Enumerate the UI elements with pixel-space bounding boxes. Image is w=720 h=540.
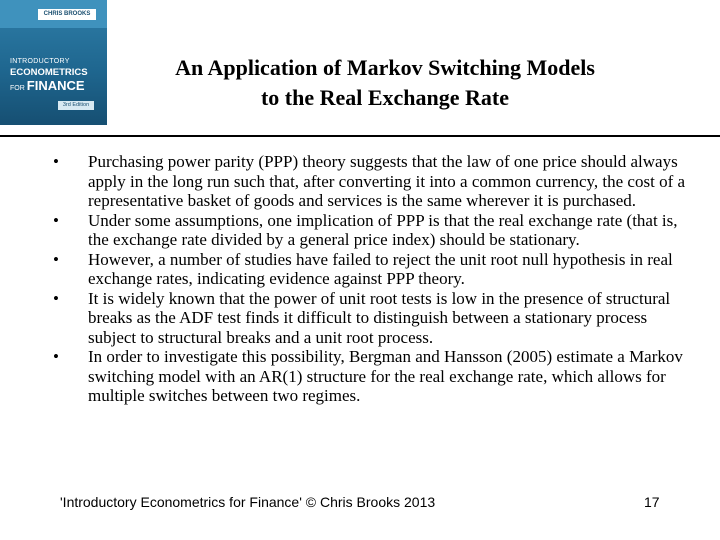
book-cover-image — [0, 0, 107, 125]
title-divider — [0, 135, 720, 137]
bullet-text: It is widely known that the power of unit root tests is low in the presence of structural breaks as the ADF test finds it difficult to distinguish between a stationary process subject to structural breaks and a unit root process. — [88, 288, 671, 347]
bullet-text: Purchasing power parity (PPP) theory suggests that the law of one price should always apply in the long run such that, after converting it into a common currency, the cost of a representative basket of goods and services is the same wherever it is purchased. — [88, 152, 686, 210]
page-number: 17 — [644, 494, 660, 510]
bullet-text: Under some assumptions, one implication of PPP is that the real exchange rate (that is, the exchange rate divided by a general price index) should be stationary. — [88, 210, 678, 249]
slide-title — [120, 53, 650, 113]
book-cover-finance-label: FINANCE — [26, 78, 85, 93]
bullet-marker: • — [53, 152, 59, 171]
bullet-item — [53, 250, 693, 289]
book-cover-title-line3 — [10, 78, 85, 93]
bullet-item — [53, 347, 693, 406]
footer-citation: 'Introductory Econometrics for Finance' © Chris Brooks 2013 — [60, 494, 436, 510]
bullet-marker: • — [53, 249, 59, 269]
bullet-item — [53, 152, 693, 211]
bullet-text: In order to investigate this possibility, Bergman and Hansson (2005) estimate a Markov switching model with an AR(1) structure for the real exchange rate, which allows for multiple switches between two regimes. — [88, 347, 683, 405]
book-cover-title-line2: ECONOMETRICS — [10, 67, 88, 78]
slide-title-line1: An Application of Markov Switching Models — [175, 55, 595, 80]
bullet-marker: • — [53, 288, 59, 308]
bullet-marker: • — [53, 347, 59, 366]
book-cover-edition: 3rd Edition — [58, 101, 94, 110]
book-cover-for-label: FOR — [10, 85, 25, 92]
bullet-item — [53, 289, 693, 348]
bullet-text: However, a number of studies have failed to reject the unit root null hypothesis in real exchange rates, indicating evidence against PPP theory. — [88, 249, 673, 288]
slide-title-line2: to the Real Exchange Rate — [260, 85, 510, 110]
book-cover-author: CHRIS BROOKS — [38, 9, 96, 20]
bullet-list — [53, 152, 693, 406]
bullet-marker: • — [53, 210, 59, 230]
bullet-item — [53, 211, 693, 250]
book-cover-title-line1: INTRODUCTORY — [10, 58, 70, 65]
